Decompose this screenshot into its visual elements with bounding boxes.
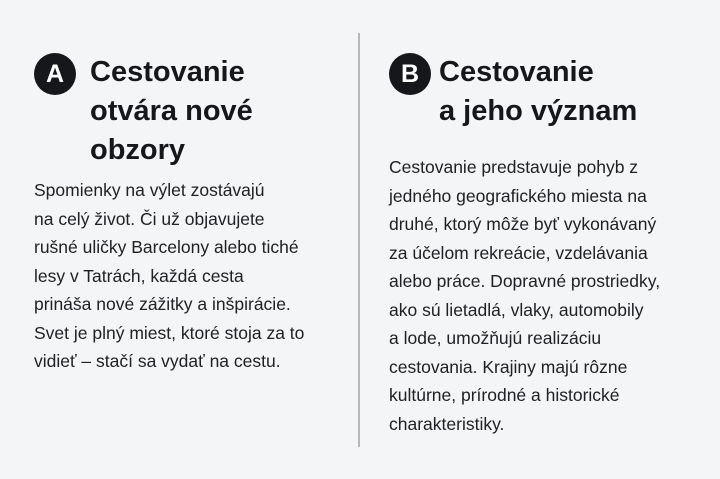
section-a-badge: A (34, 53, 76, 95)
column-divider (358, 33, 360, 447)
section-b-badge: B (389, 53, 431, 95)
section-b-body: Cestovanie predstavuje pohyb z jedného geografického miesta na druhé, ktorý môže byť vykonávaný za účelom rekreácie, vzdelávania alebo práce. Dopravné prostriedky, ako sú lietadlá, vlaky, automobily a lode, umožňujú realizáciu cestovania. Krajiny majú rôzne kultúrne, prírodné a historické charakteristiky. (389, 157, 661, 434)
section-b-title: Cestovanie a jeho význam (439, 56, 638, 127)
section-a-title: Cestovanie otvára nové obzory (90, 56, 253, 166)
section-a-body: Spomienky na výlet zostávajú na celý život. Či už objavujete rušné uličky Barcelony alebo tiché lesy v Tatrách, každá cesta prináša nové zážitky a inšpirácie. Svet je plný miest, ktoré stoja za to vidieť – stačí sa vydať na cestu. (34, 180, 305, 371)
